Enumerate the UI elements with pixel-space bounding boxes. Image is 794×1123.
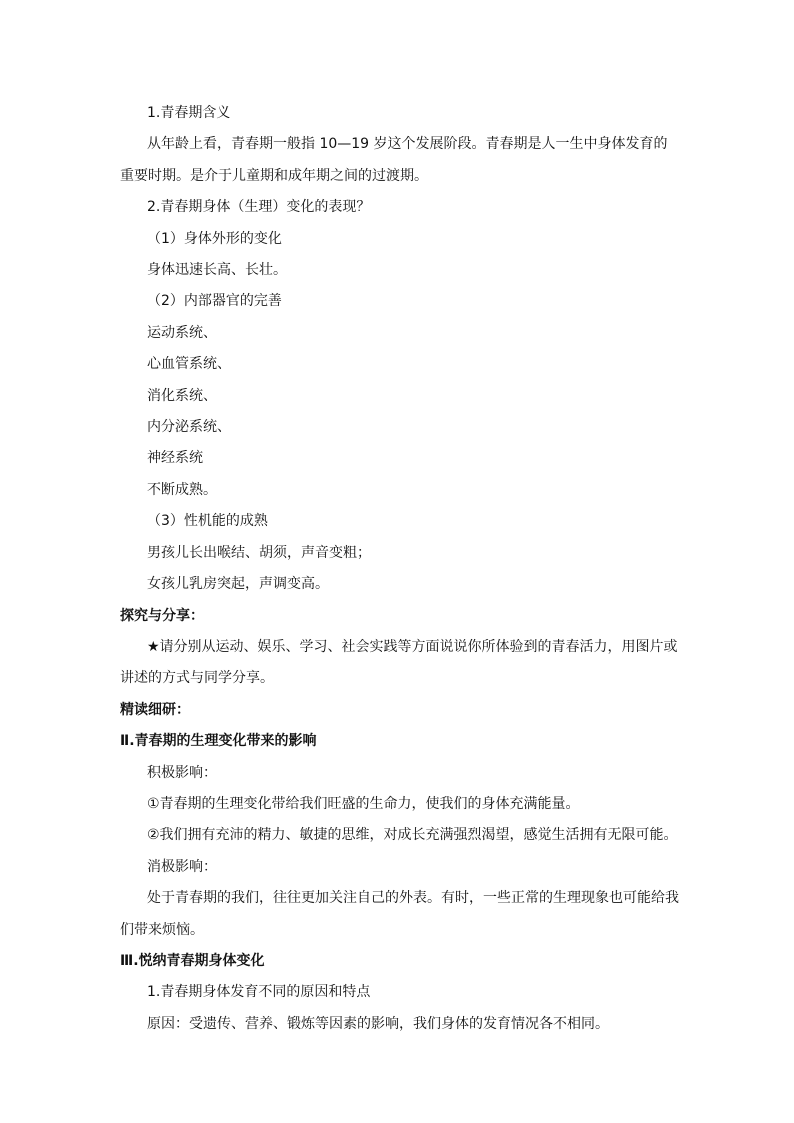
paragraph-share-activity: ★请分别从运动、娱乐、学习、社会实践等方面说说你所体验到的青春活力，用图片或讲述的方式与同学分享。: [120, 638, 678, 687]
subheading-positive-impact: 积极影响：: [147, 764, 217, 781]
paragraph-negative-impact: 处于青春期的我们，往往更加关注自己的外表。有时，一些正常的生理现象也可能给我们带来烦恼。: [120, 890, 679, 938]
list-item-digestive-system: 消化系统、: [147, 387, 217, 404]
text-positive-impact-1: ①青春期的生理变化带给我们旺盛的生命力，使我们的身体充满能量。: [147, 795, 580, 812]
subheading-negative-impact: 消极影响：: [147, 858, 217, 875]
subheading-development-reasons: 1.青春期身体发育不同的原因和特点: [147, 984, 371, 1001]
text-girls-changes: 女孩儿乳房突起，声调变高。: [147, 576, 329, 593]
text-grow-taller: 身体迅速长高、长壮。: [147, 262, 287, 279]
text-mature: 不断成熟。: [147, 481, 217, 498]
section-heading-physical-changes: 2.青春期身体（生理）变化的表现？: [147, 199, 371, 216]
section-heading-puberty-meaning: 1.青春期含义: [147, 105, 231, 121]
subheading-sexual-function: （3）性机能的成熟: [147, 513, 268, 530]
heading-section-iii: Ⅲ.悦纳青春期身体变化: [120, 952, 265, 969]
list-item-endocrine-system: 内分泌系统、: [147, 419, 231, 436]
subheading-body-shape: （1）身体外形的变化: [147, 230, 282, 247]
heading-close-reading: 精读细研：: [120, 701, 190, 718]
list-item-cardiovascular-system: 心血管系统、: [147, 356, 231, 373]
heading-section-ii: Ⅱ.青春期的生理变化带来的影响: [120, 733, 317, 750]
text-positive-impact-2: ②我们拥有充沛的精力、敏捷的思维，对成长充满强烈渴望，感觉生活拥有无限可能。: [147, 827, 678, 844]
text-boys-changes: 男孩儿长出喉结、胡须，声音变粗；: [147, 544, 371, 561]
document-body: [120, 98, 680, 1040]
text-development-reasons: 原因：受遗传、营养、锻炼等因素的影响，我们身体的发育情况各不相同。: [147, 1015, 609, 1032]
heading-explore-share: 探究与分享：: [120, 607, 204, 624]
list-item-nervous-system: 神经系统: [147, 450, 203, 467]
paragraph-puberty-definition: 从年龄上看，青春期一般指 10—19 岁这个发展阶段。青春期是人一生中身体发育的重要时期。是介于儿童期和成年期之间的过渡期。: [120, 136, 668, 184]
list-item-motor-system: 运动系统、: [147, 324, 217, 341]
subheading-internal-organs: （2）内部器官的完善: [147, 293, 282, 310]
